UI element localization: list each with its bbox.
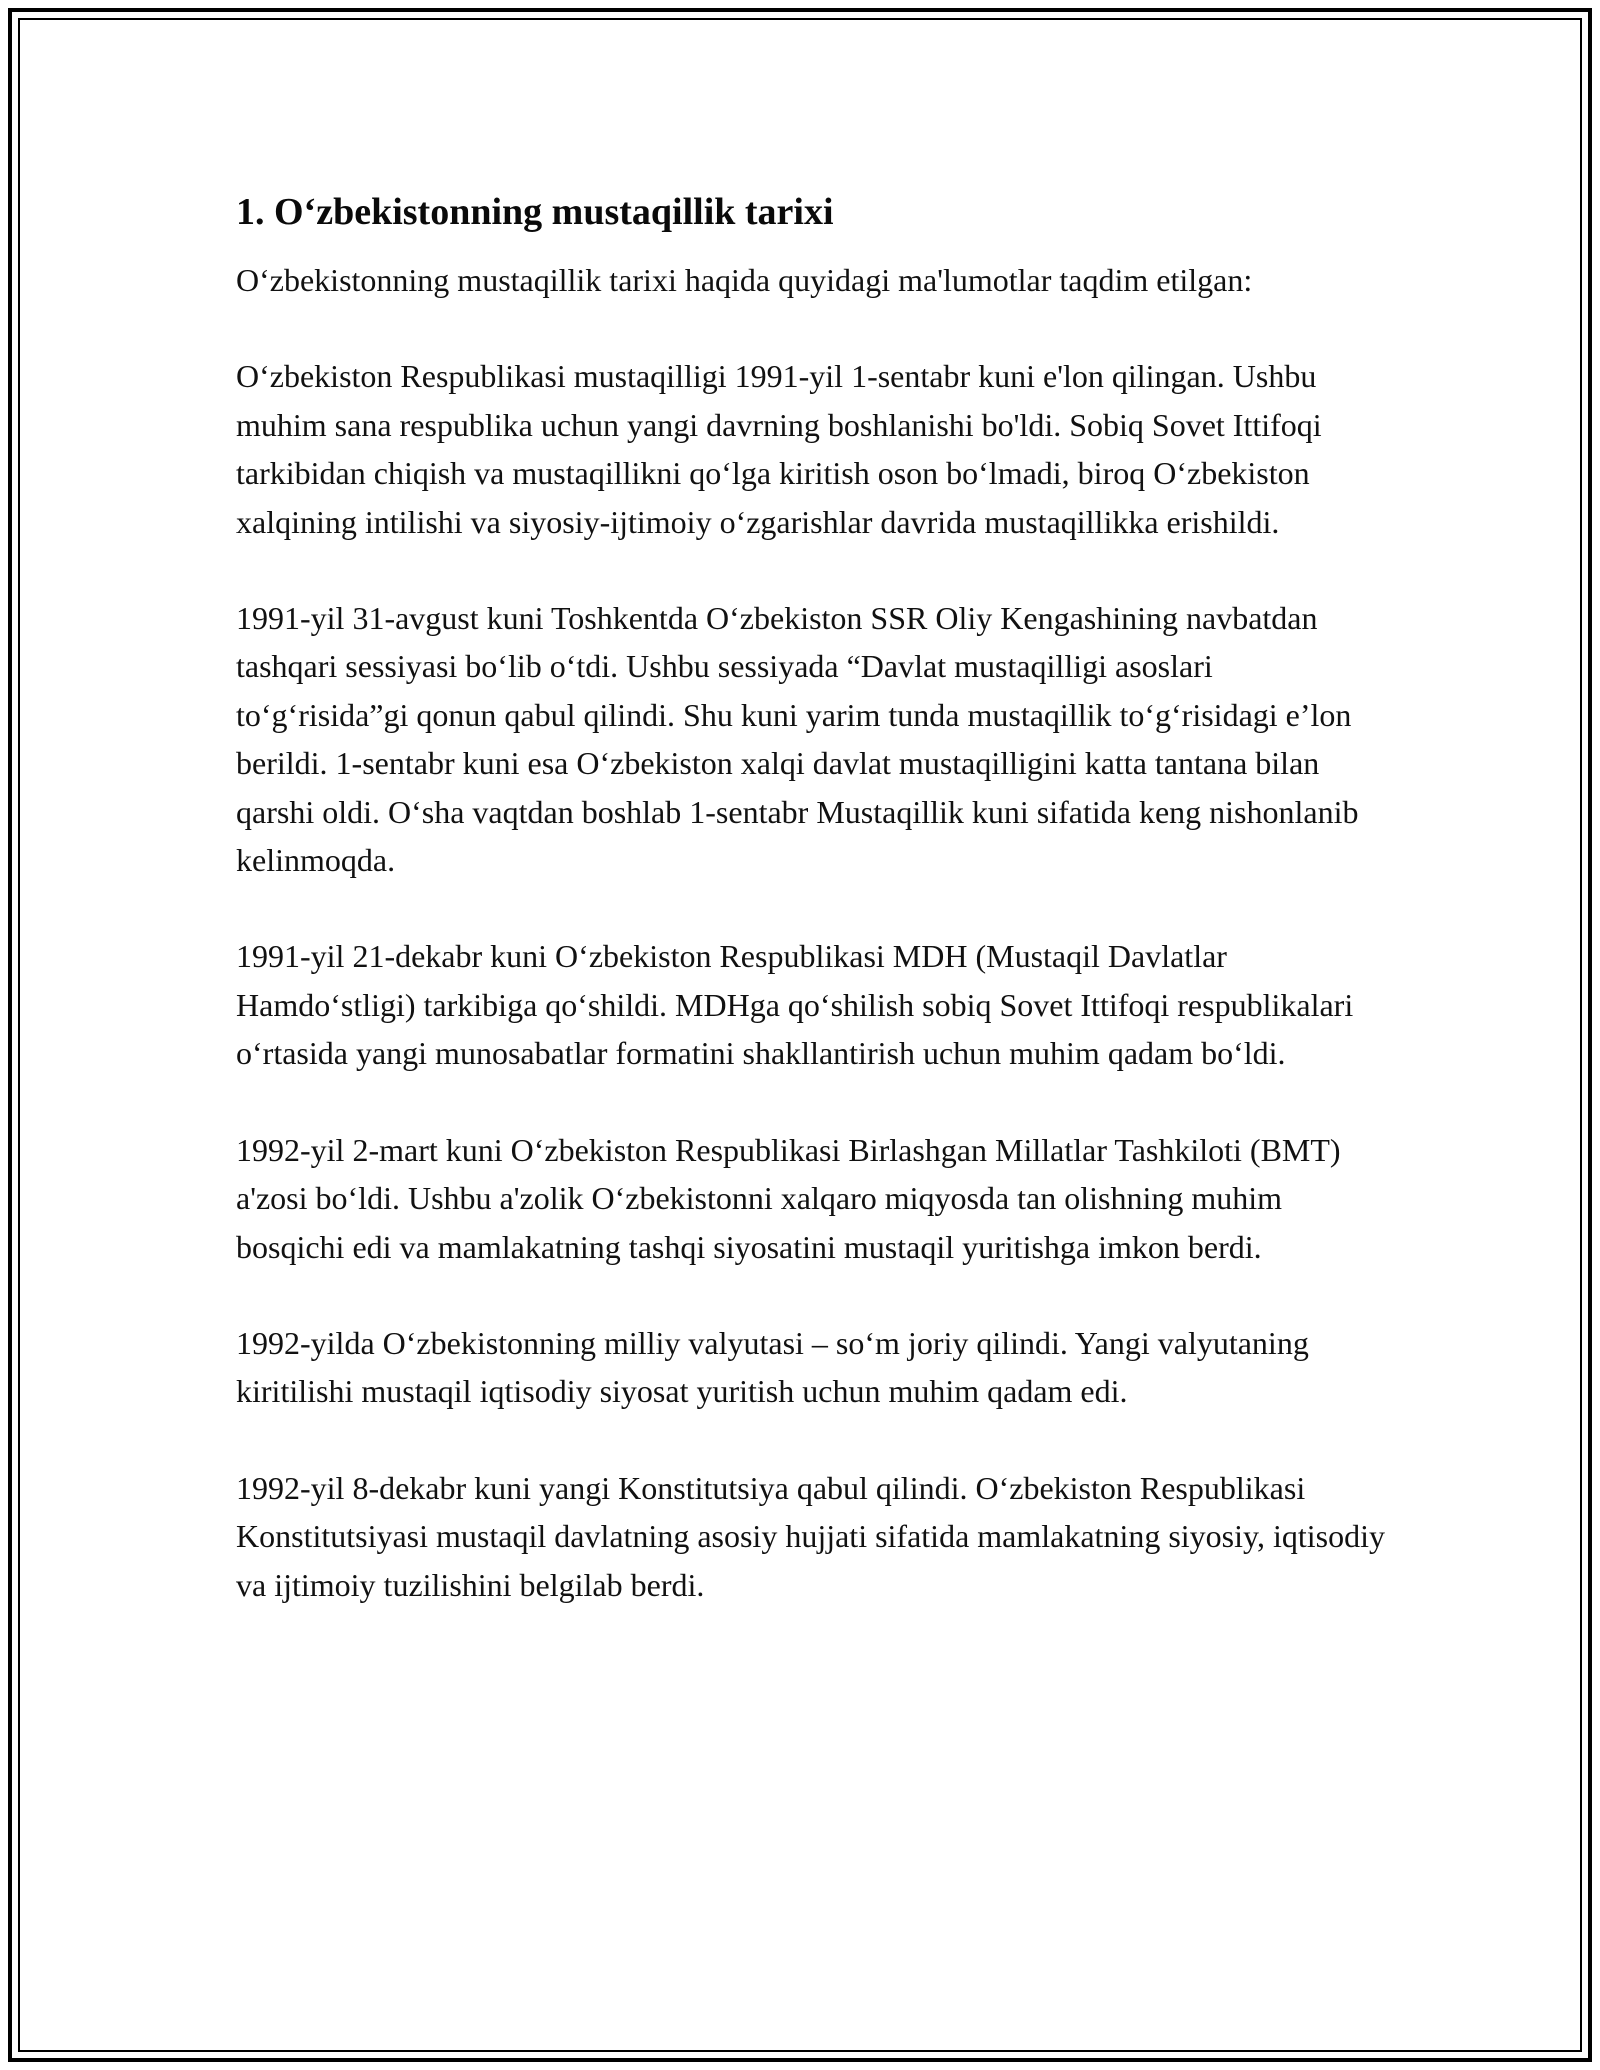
intro-paragraph: O‘zbekistonning mustaqillik tarixi haqida quyidagi ma'lumotlar taqdim etilgan: bbox=[236, 262, 1253, 298]
paragraph-cis-membership: 1991-yil 21-dekabr kuni O‘zbekiston Respublikasi MDH (Mustaqil Davlatlar Hamdo‘stligi) tarkibiga qo‘shildi. MDHga qo‘shilish sobiq Sovet Ittifoqi respublikalari o‘rtasida yangi munosabatlar formatini shakllantirish uchun muhim qadam bo‘ldi. bbox=[236, 938, 1354, 1072]
paragraph-independence-declared: O‘zbekiston Respublikasi mustaqilligi 1991-yil 1-sentabr kuni e'lon qilingan. Ushbu muhim sana respublika uchun yangi davrning boshlanishi bo'ldi. Sobiq Sovet Ittifoqi tarkibidan chiqish va mustaqillikni qo‘lga kiritish oson bo‘lmadi, biroq O‘zbekiston xalqining intilishi va siyosiy-ijtimoiy o‘zgarishlar davrida mustaqillikka erishildi. bbox=[236, 358, 1322, 540]
paragraph-supreme-council-session: 1991-yil 31-avgust kuni Toshkentda O‘zbekiston SSR Oliy Kengashining navbatdan tashqari sessiyasi bo‘lib o‘tdi. Ushbu sessiyada “Davlat mustaqilligi asoslari to‘g‘risida”gi qonun qabul qilindi. Shu kuni yarim tunda mustaqillik to‘g‘risidagi e’lon berildi. 1-sentabr kuni esa O‘zbekiston xalqi davlat mustaqilligini katta tantana bilan qarshi oldi. O‘sha vaqtdan boshlab 1-sentabr Mustaqillik kuni sifatida keng nishonlanib kelinmoqda. bbox=[236, 600, 1359, 879]
document-body bbox=[236, 186, 1386, 1657]
paragraph-constitution: 1992-yil 8-dekabr kuni yangi Konstitutsiya qabul qilindi. O‘zbekiston Respublikasi Konstitutsiyasi mustaqil davlatning asosiy hujjati sifatida mamlakatning siyosiy, iqtisodiy va ijtimoiy tuzilishini belgilab berdi. bbox=[236, 1469, 1385, 1603]
paragraph-national-currency: 1992-yilda O‘zbekistonning milliy valyutasi – so‘m joriy qilindi. Yangi valyutaning kiritilishi mustaqil iqtisodiy siyosat yuritish uchun muhim qadam edi. bbox=[236, 1324, 1309, 1410]
section-heading: 1. O‘zbekistonning mustaqillik tarixi bbox=[236, 191, 834, 233]
paragraph-un-membership: 1992-yil 2-mart kuni O‘zbekiston Respublikasi Birlashgan Millatlar Tashkiloti (BMT) a'zosi bo‘ldi. Ushbu a'zolik O‘zbekistonni xalqaro miqyosda tan olishning muhim bosqichi edi va mamlakatning tashqi siyosatini mustaqil yuritishga imkon berdi. bbox=[236, 1131, 1341, 1265]
